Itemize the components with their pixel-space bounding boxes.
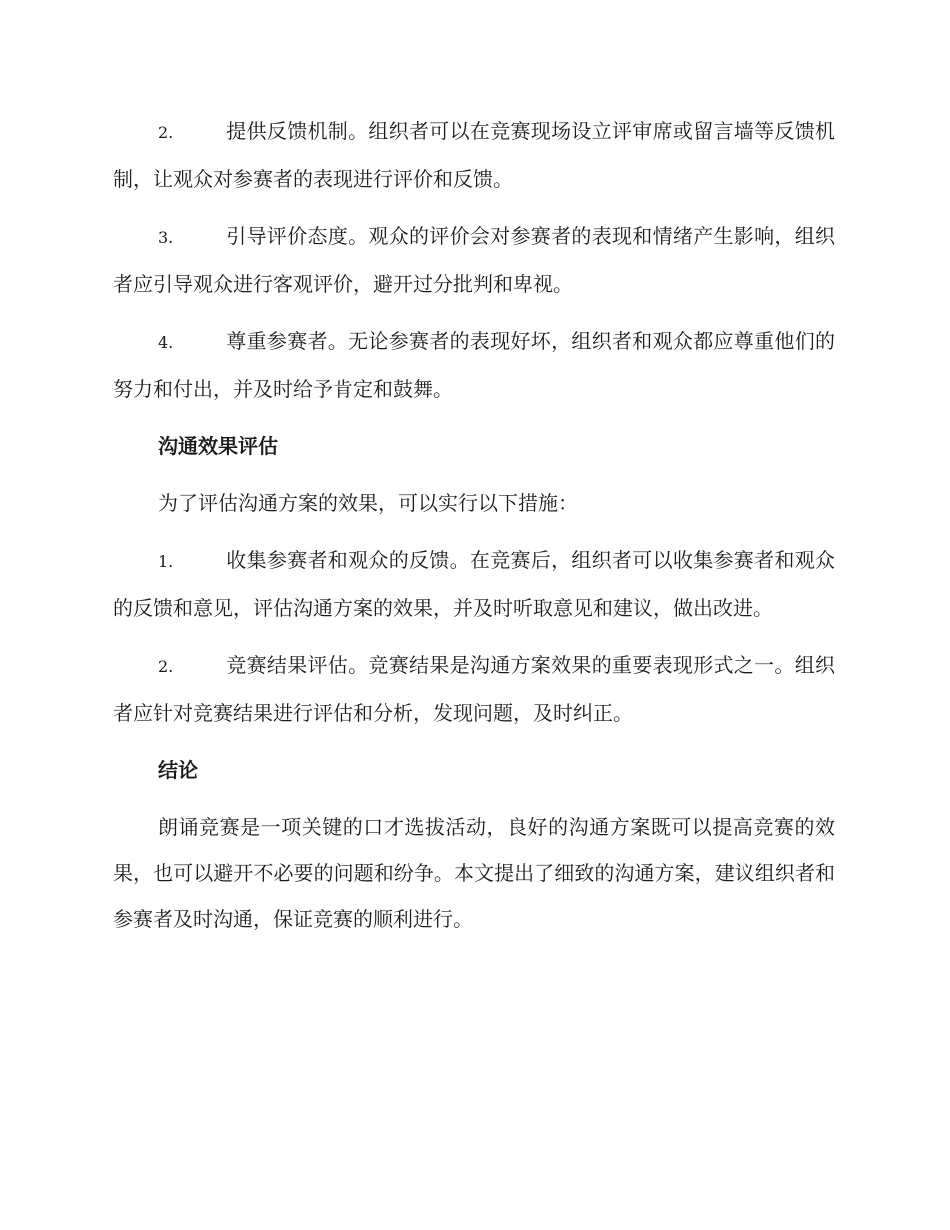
section-heading-conclusion: 结论 — [158, 758, 198, 782]
document-page — [113, 108, 835, 953]
list-item — [113, 213, 835, 307]
list-number: 2. — [158, 657, 174, 676]
list-text: 提供反馈机制。组织者可以在竞赛现场设立评审席或留言墙等反馈机制，让观众对参赛者的表现进行评价和反馈。 — [113, 119, 835, 191]
list-text: 竞赛结果评估。竞赛结果是沟通方案效果的重要表现形式之一。组织者应针对竞赛结果进行评估和分析，发现问题，及时纠正。 — [113, 653, 835, 725]
conclusion-paragraph: 朗诵竞赛是一项关键的口才选拔活动，良好的沟通方案既可以提高竞赛的效果，也可以避开不必要的问题和纷争。本文提出了细致的沟通方案，建议组织者和参赛者及时沟通，保证竞赛的顺利进行。 — [113, 815, 835, 931]
list-item — [113, 642, 835, 736]
list-text: 尊重参赛者。无论参赛者的表现好坏，组织者和观众都应尊重他们的努力和付出，并及时给予肯定和鼓舞。 — [113, 329, 835, 401]
list-number: 1. — [158, 552, 174, 571]
list-number: 2. — [158, 123, 174, 142]
list-text: 收集参赛者和观众的反馈。在竞赛后，组织者可以收集参赛者和观众的反馈和意见，评估沟通方案的效果，并及时听取意见和建议，做出改进。 — [113, 548, 835, 620]
list-item — [113, 318, 835, 412]
section-intro: 为了评估沟通方案的效果，可以实行以下措施： — [158, 491, 578, 515]
list-number: 3. — [158, 228, 174, 247]
list-number: 4. — [158, 333, 174, 352]
list-item — [113, 537, 835, 631]
section-heading-evaluation: 沟通效果评估 — [158, 434, 278, 458]
list-item — [113, 108, 835, 202]
list-text: 引导评价态度。观众的评价会对参赛者的表现和情绪产生影响，组织者应引导观众进行客观评价，避开过分批判和卑视。 — [113, 224, 835, 296]
